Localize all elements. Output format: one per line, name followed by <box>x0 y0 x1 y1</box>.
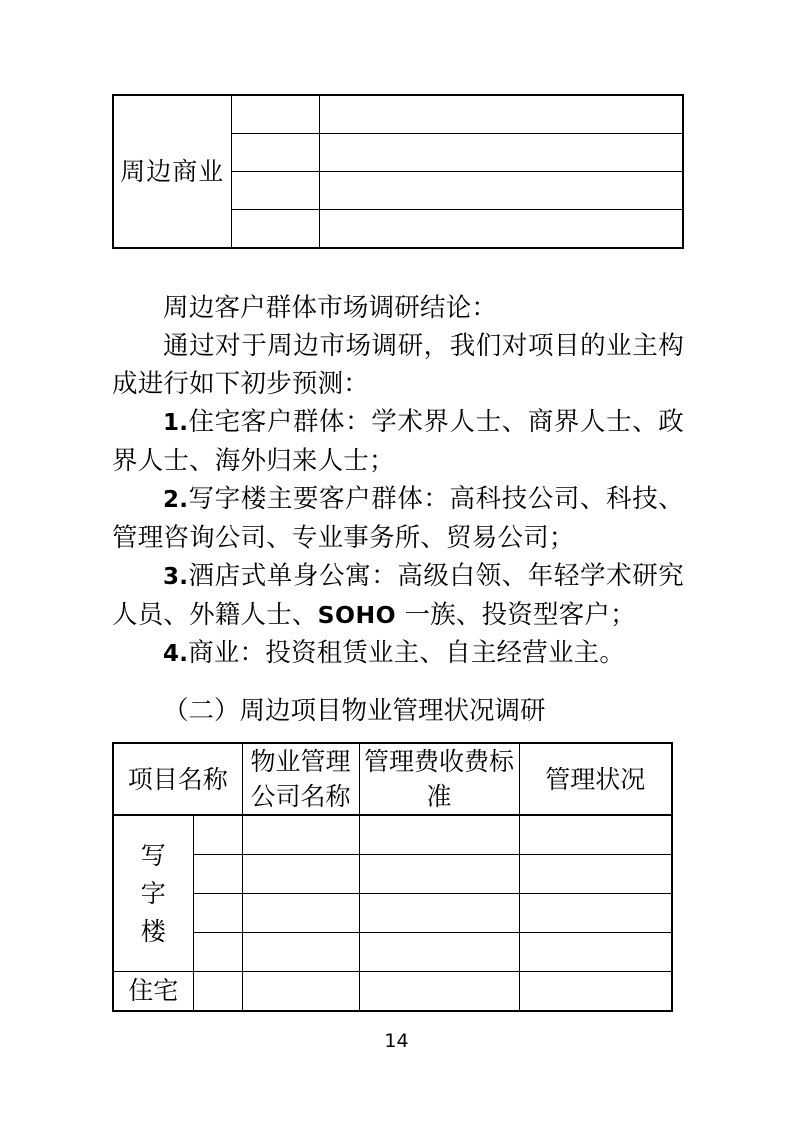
commerce-cell-col2-4[interactable] <box>231 210 319 249</box>
commerce-cell-col2-2[interactable] <box>231 134 319 172</box>
office-company-3[interactable] <box>242 894 359 933</box>
property-table-body <box>113 815 672 1011</box>
commerce-cell-col3-4[interactable] <box>319 210 683 249</box>
table-row <box>113 933 672 972</box>
office-sub-4[interactable] <box>193 933 242 972</box>
surrounding-commerce-table <box>112 94 684 249</box>
list-item-4-text: 商业：投资租赁业主、自主经营业主。 <box>188 638 626 668</box>
residential-sub-1[interactable] <box>193 972 242 1012</box>
list-item-4-number: 4. <box>163 641 189 667</box>
list-item-3-text-before: 酒店式单身公寓：高级白领、年轻学术研究人员、外籍人士、 <box>112 561 684 630</box>
conclusion-intro: 通过对于周边市场调研，我们对项目的业主构成进行如下初步预测： <box>112 331 684 399</box>
commerce-cell-col3-1[interactable] <box>319 95 683 134</box>
office-status-2[interactable] <box>519 855 672 894</box>
list-item-3 <box>112 557 684 634</box>
office-fee-3[interactable] <box>359 894 519 933</box>
group-label-residential: 住宅 <box>113 972 193 1012</box>
office-sub-2[interactable] <box>193 855 242 894</box>
list-item-3-text-after: 一族、投资型客户； <box>396 600 636 630</box>
office-status-3[interactable] <box>519 894 672 933</box>
residential-status-1[interactable] <box>519 972 672 1012</box>
residential-fee-1[interactable] <box>359 972 519 1012</box>
group-label-office-stack <box>114 837 193 951</box>
list-item-2-number: 2. <box>163 487 189 513</box>
body-text-block <box>112 289 684 673</box>
group-label-office-char-2: 字 <box>140 878 166 908</box>
header-management-status: 管理状况 <box>519 743 672 815</box>
table-row <box>113 815 672 855</box>
office-fee-1[interactable] <box>359 815 519 855</box>
header-project-name: 项目名称 <box>113 743 242 815</box>
office-fee-4[interactable] <box>359 933 519 972</box>
list-item-1-text: 住宅客户群体：学术界人士、商界人士、政界人士、海外归来人士； <box>112 407 684 476</box>
office-company-2[interactable] <box>242 855 359 894</box>
table-row <box>113 855 672 894</box>
list-item-2 <box>112 480 684 557</box>
commerce-cell-col2-3[interactable] <box>231 172 319 210</box>
commerce-table-body <box>113 95 683 248</box>
table-row <box>113 95 683 134</box>
commerce-row-label: 周边商业 <box>113 95 231 248</box>
conclusion-heading: 周边客户群体市场调研结论： <box>163 293 498 323</box>
section-heading: （二）周边项目物业管理状况调研 <box>163 696 546 726</box>
commerce-cell-col2-1[interactable] <box>231 95 319 134</box>
list-item-4 <box>112 634 684 673</box>
group-label-office <box>113 815 193 972</box>
table-header-row <box>113 743 672 815</box>
residential-company-1[interactable] <box>242 972 359 1012</box>
office-company-1[interactable] <box>242 815 359 855</box>
list-item-3-number: 3. <box>163 564 189 590</box>
office-sub-3[interactable] <box>193 894 242 933</box>
group-label-office-char-1: 写 <box>140 840 166 870</box>
table-row <box>113 972 672 1012</box>
office-fee-2[interactable] <box>359 855 519 894</box>
commerce-cell-col3-2[interactable] <box>319 134 683 172</box>
header-fee-standard: 管理费收费标准 <box>359 743 519 815</box>
list-item-1-number: 1. <box>163 410 189 436</box>
group-label-office-char-3: 楼 <box>140 916 166 946</box>
property-management-table <box>112 742 673 1012</box>
header-management-company: 物业管理公司名称 <box>242 743 359 815</box>
soho-label: SOHO <box>317 601 397 629</box>
page-number: 14 <box>384 1030 409 1052</box>
list-item-1 <box>112 403 684 480</box>
list-item-2-text: 写字楼主要客户群体：高科技公司、科技、管理咨询公司、专业事务所、贸易公司； <box>112 484 684 553</box>
table-row <box>113 894 672 933</box>
office-status-4[interactable] <box>519 933 672 972</box>
office-status-1[interactable] <box>519 815 672 855</box>
property-table-head <box>113 743 672 815</box>
office-sub-1[interactable] <box>193 815 242 855</box>
commerce-cell-col3-3[interactable] <box>319 172 683 210</box>
office-company-4[interactable] <box>242 933 359 972</box>
